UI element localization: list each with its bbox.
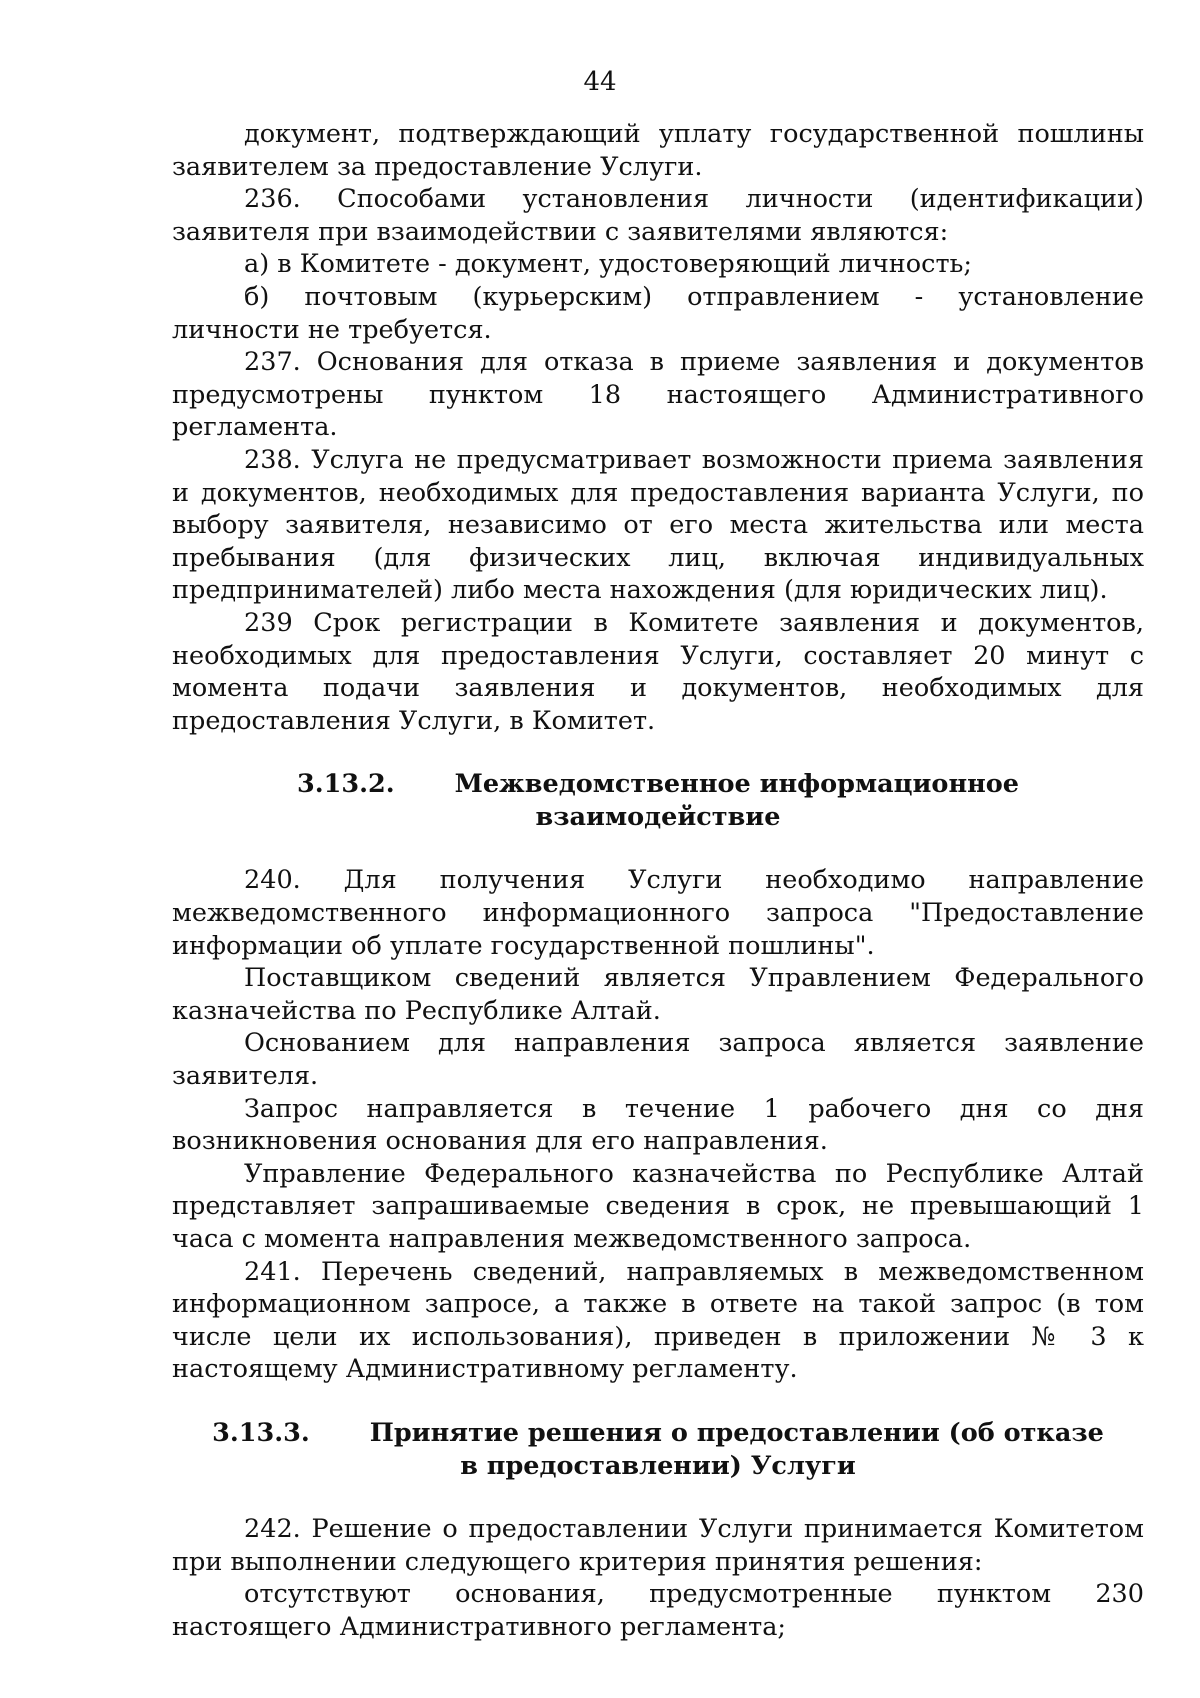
paragraph-basis: Основанием для направления запроса является заявление заявителя. (172, 1028, 1144, 1092)
paragraph-criterion: отсутствуют основания, предусмотренные пунктом 230 настоящего Административного регламента; (172, 1579, 1144, 1642)
page-number: 44 (583, 67, 617, 97)
paragraph-238: 238. Услуга не предусматривает возможности приема заявления и документов, необходимых для предоставления варианта Услуги, по выбору заявителя, независимо от его места жительства или места пребывания (для физических лиц, включая индивидуальных предпринимателей) либо места нахождения (для юридических лиц). (172, 444, 1144, 606)
section-title: Межведомственное информационное взаимодействие (454, 769, 1020, 832)
paragraph-240: 240. Для получения Услуги необходимо направление межведомственного информационного запроса "Предоставление информации об уплате государственной пошлины". (172, 865, 1144, 961)
paragraph-241: 241. Перечень сведений, направляемых в межведомственном информационном запросе, а также в ответе на такой запрос (в том числе цели их использования), приведен в приложении № 3 к настоящему Административному регламенту. (172, 1256, 1144, 1385)
section-heading-3-13-3 (172, 1417, 1144, 1450)
spacer (172, 1386, 1144, 1417)
paragraph-236: 236. Способами установления личности (идентификации) заявителя при взаимодействии с заявителями являются: (172, 184, 1144, 247)
paragraph-239: 239 Срок регистрации в Комитете заявления и документов, необходимых для предоставления Услуги, составляет 20 минут с момента подачи заявления и документов, необходимых для предоставления Услуги, в Комитет. (172, 607, 1144, 736)
paragraph-payment-document: документ, подтверждающий уплату государственной пошлины заявителем за предоставление Услуги. (172, 119, 1144, 182)
paragraph-236-a: а) в Комитете - документ, удостоверяющий личность; (244, 249, 973, 280)
section-heading-3-13-3-line2 (172, 1450, 1144, 1483)
document-body (172, 118, 1144, 1644)
paragraph-supplier: Поставщиком сведений является Управлением Федерального казначейства по Республике Алтай. (172, 963, 1144, 1026)
paragraph-request-term: Запрос направляется в течение 1 рабочего дня со дня возникновения основания для его направления. (172, 1093, 1144, 1157)
paragraph-237: 237. Основания для отказа в приеме заявления и документов предусмотрены пунктом 18 настоящего Административного регламента. (172, 347, 1144, 443)
section-title-line2: в предоставлении) Услуги (460, 1450, 856, 1481)
paragraph-242: 242. Решение о предоставлении Услуги принимается Комитетом при выполнении следующего критерия принятия решения: (172, 1514, 1144, 1577)
section-heading-3-13-2 (172, 768, 1144, 833)
paragraph-236-b: б) почтовым (курьерским) отправлением - установление личности не требуется. (172, 281, 1144, 345)
spacer (172, 833, 1144, 864)
section-title-line1: Принятие решения о предоставлении (об отказе (369, 1417, 1104, 1448)
paragraph-treasury-response: Управление Федерального казначейства по Республике Алтай представляет запрашиваемые сведения в срок, не превышающий 1 часа с момента направления межведомственного запроса. (172, 1158, 1144, 1254)
section-number: 3.13.3. (212, 1417, 310, 1448)
spacer (172, 1482, 1144, 1513)
section-number: 3.13.2. (296, 769, 395, 800)
spacer (172, 737, 1144, 768)
